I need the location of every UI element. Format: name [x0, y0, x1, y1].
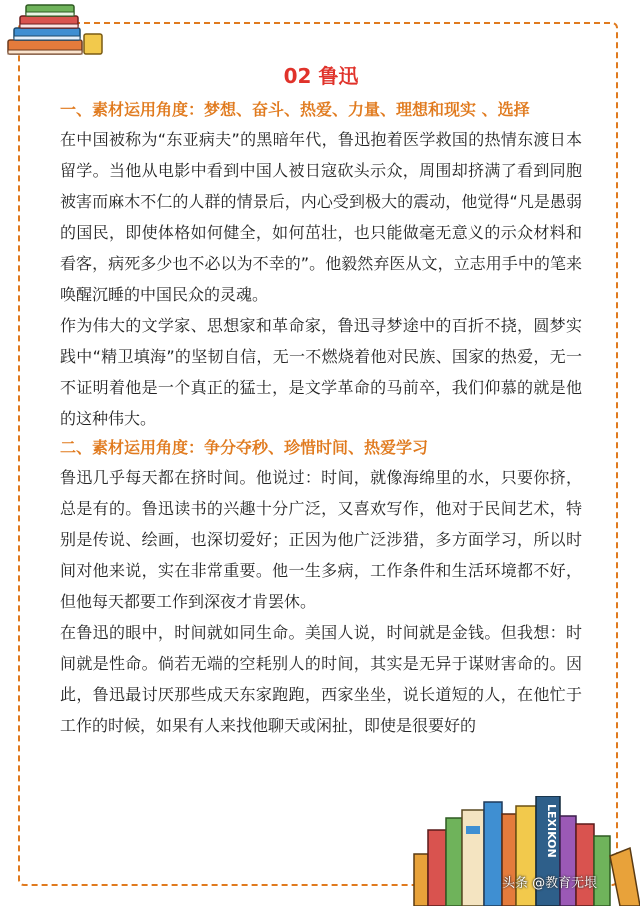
watermark-source: 头条 @教育无垠 — [502, 876, 598, 891]
section-2-paragraph-1: 鲁迅几乎每天都在挤时间。他说过：时间，就像海绵里的水，只要你挤，总是有的。鲁迅读书的兴趣十分广泛，又喜欢写作，他对于民间艺术，特别是传说、绘画，也深切爱好；正因为他广泛涉猎，多方面学习，所以时间对他来说，实在非常重要。他一生多病，工作条件和生活环境都不好，但他每天都要工作到深夜才肯罢休。 — [60, 468, 582, 611]
section-1-paragraph-2: 作为伟大的文学家、思想家和革命家，鲁迅寻梦途中的百折不挠，圆梦实践中“精卫填海”的坚韧自信，无一不燃烧着他对民族、国家的热爱，无一不证明着他是一个真正的猛士，是文学革命的马前卒，我们仰慕的就是他的这种伟大。 — [60, 316, 582, 428]
article-title: 02 鲁迅 — [283, 64, 359, 88]
book-spine-label: LEXIKON — [545, 804, 558, 858]
section-2-paragraph-2: 在鲁迅的眼中，时间就如同生命。美国人说，时间就是金钱。但我想：时间就是性命。倘若无端的空耗别人的时间，其实是无异于谋财害命的。因此，鲁迅最讨厌那些成天东家跑跑，西家坐坐，说长道短的人，在他忙于工作的时候，如果有人来找他聊天或闲扯，即使是很要好的 — [60, 623, 582, 735]
section-1-paragraph-1: 在中国被称为“东亚病夫”的黑暗年代，鲁迅抱着医学救国的热情东渡日本留学。当他从电影中看到中国人被日寇砍头示众，周围却挤满了看到同胞被害而麻木不仁的人群的情景后，内心受到极大的震动，他觉得“凡是愚弱的国民，即使体格如何健全，如何茁壮，也只能做毫无意义的示众材料和看客，病死多少也不必以为不幸的”。他毅然弃医从文，立志用手中的笔来唤醒沉睡的中国民众的灵魂。 — [60, 130, 582, 304]
section-1-heading: 一、素材运用角度：梦想、奋斗、热爱、力量、理想和现实 、选择 — [60, 100, 530, 119]
section-2-heading: 二、素材运用角度：争分夺秒、珍惜时间、热爱学习 — [60, 438, 429, 457]
article-content — [60, 62, 582, 741]
books-stack-illustration — [0, 0, 110, 62]
